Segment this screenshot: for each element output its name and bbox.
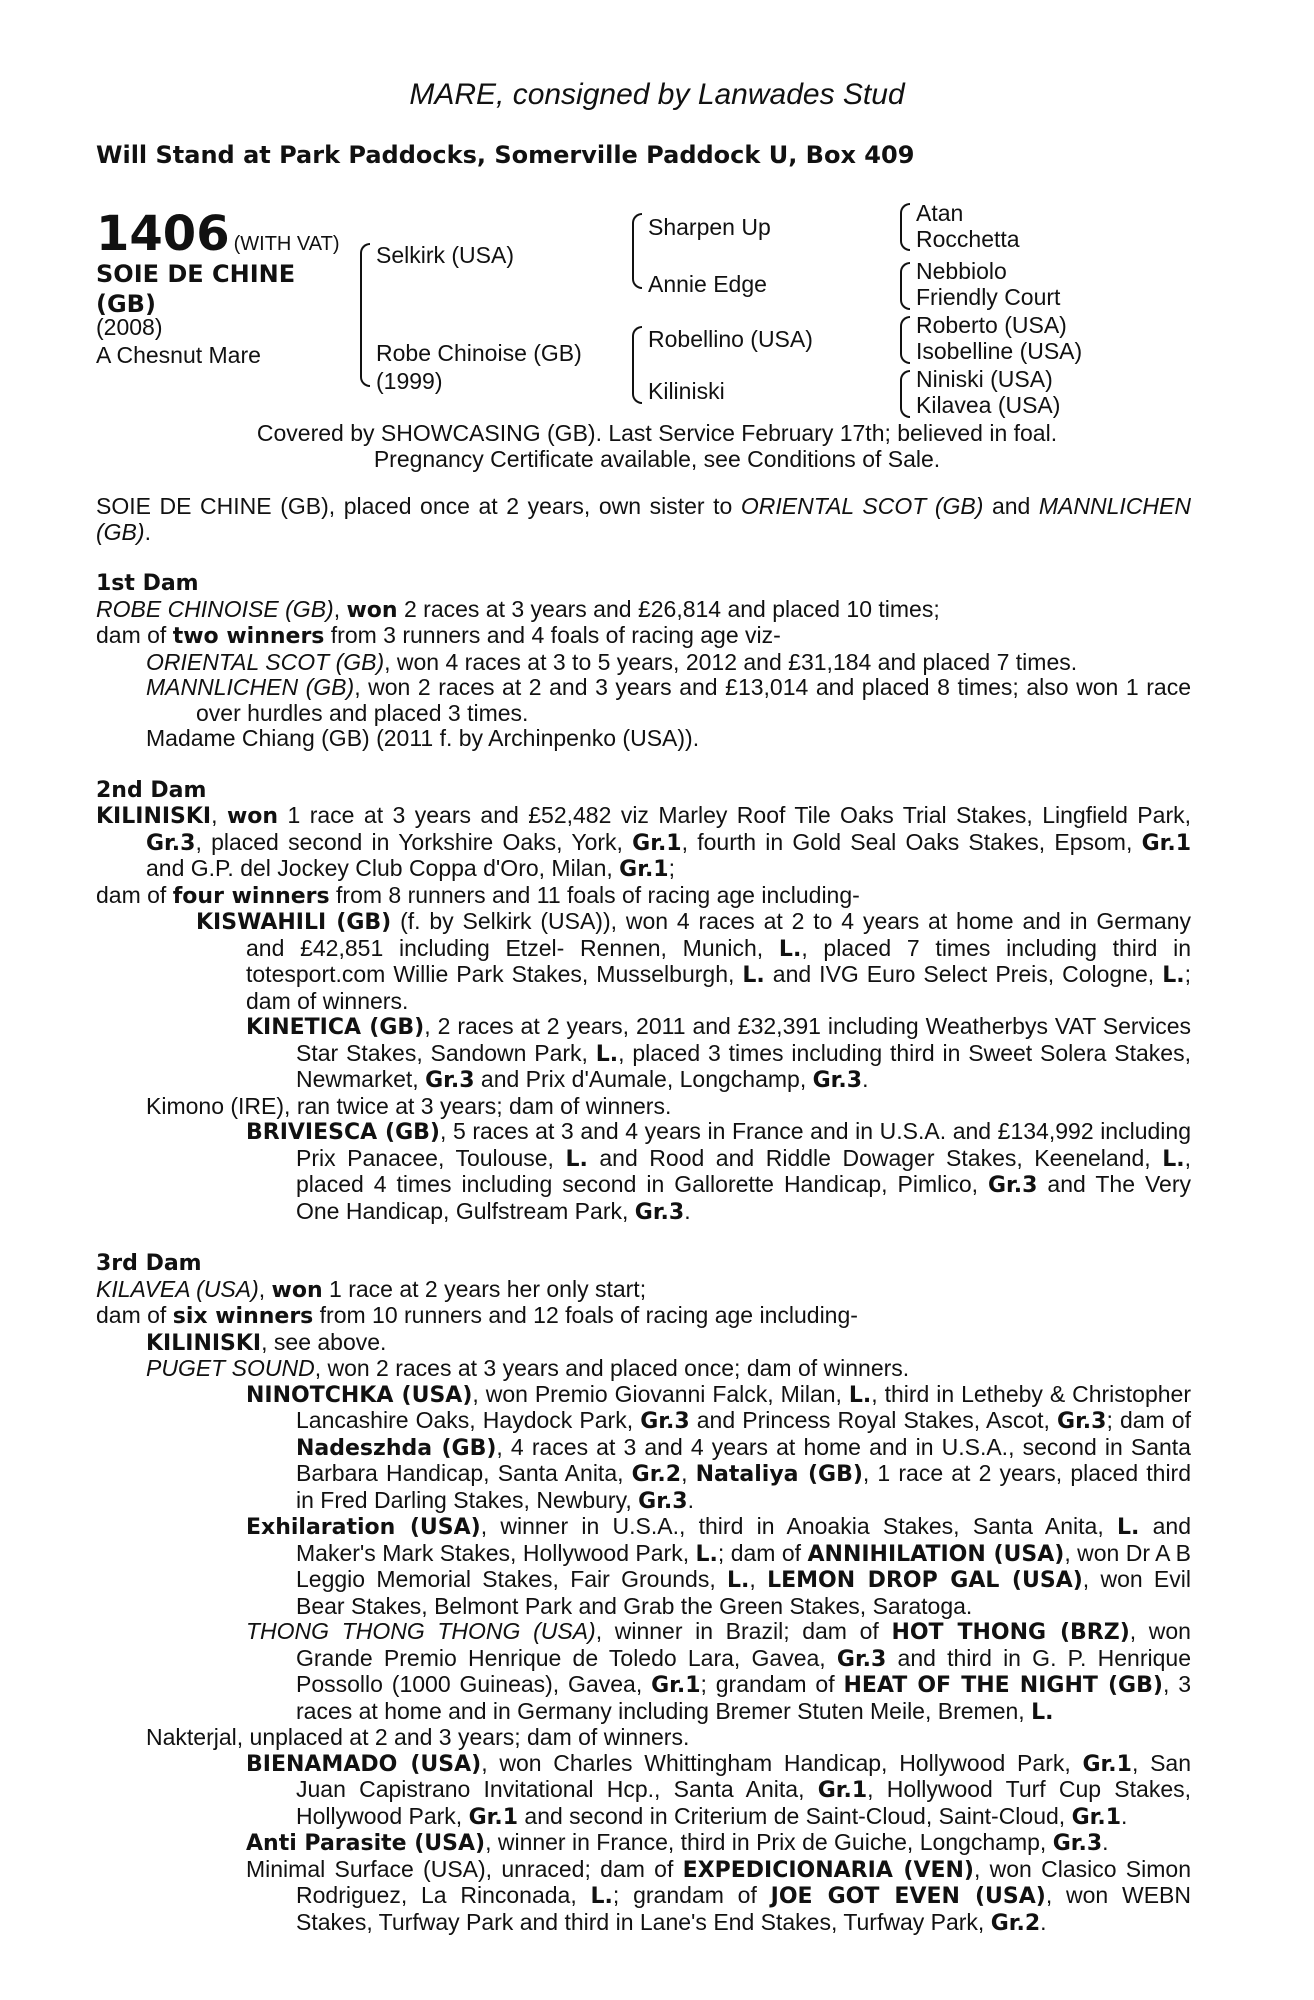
horse-name-line2: (GB) bbox=[96, 290, 156, 318]
offspring-puget-sound: PUGET SOUND, won 2 races at 3 years and placed once; dam of winners. bbox=[146, 1355, 910, 1381]
offspring-bienamado: BIENAMADO (USA), won Charles Whittingham Handicap, Hollywood Park, Gr.1, San Juan Capistrano Invitational Hcp., Santa Anita, Gr.1, Hollywood Turf Cup Stakes, Hollywood Park, Gr.1 and second in Criterium de Saint-Cloud, Saint-Cloud, Gr.1. bbox=[246, 1749, 1192, 1830]
ped-g3-1: Atan bbox=[916, 200, 964, 226]
second-dam-produce: dam of four winners from 8 runners and 11 foals of racing age including- bbox=[96, 881, 860, 909]
ped-g3-3: Nebbiolo bbox=[916, 258, 1007, 284]
covered-line1: Covered by SHOWCASING (GB). Last Service February 17th; believed in foal. bbox=[256, 420, 1058, 446]
third-dam-produce: dam of six winners from 10 runners and 12 foals of racing age including- bbox=[96, 1302, 858, 1329]
offspring-briviesca: BRIVIESCA (GB), 5 races at 3 and 4 years in France and in U.S.A. and £134,992 including Prix Panacee, Toulouse, L. and Rood and Riddle Dowager Stakes, Keeneland, L., placed 4 times including second in Gallorette Handicap, Pimlico, Gr.3 and The Very One Handicap, Gulfstream Park, Gr.3. bbox=[246, 1118, 1191, 1225]
offspring-oriental-scot: ORIENTAL SCOT (GB), won 4 races at 3 to 5 years, 2012 and £31,184 and placed 7 times. bbox=[146, 648, 1078, 675]
page-title: MARE, consigned by Lanwades Stud bbox=[409, 78, 905, 111]
ped-sire-dam: Annie Edge bbox=[648, 271, 767, 297]
horse-name-line1: SOIE DE CHINE bbox=[96, 260, 296, 288]
offspring-madame-chiang: Madame Chiang (GB) (2011 f. by Archinpenko (USA)). bbox=[146, 725, 700, 751]
brace-g3 bbox=[900, 316, 910, 364]
first-dam-line: ROBE CHINOISE (GB), won 2 races at 3 years and £26,814 and placed 10 times; bbox=[96, 595, 940, 623]
offspring-kinetica: KINETICA (GB), 2 races at 2 years, 2011 and £32,391 including Weatherbys VAT Services Star Stakes, Sandown Park, L., placed 3 times including third in Sweet Solera Stakes, Newmarket, Gr.3 and Prix d'Aumale, Longchamp, Gr.3. bbox=[246, 1013, 1191, 1093]
ped-g3-8: Kilavea (USA) bbox=[916, 392, 1061, 418]
second-dam-record: KILINISKI, won 1 race at 3 years and £52,482 viz Marley Roof Tile Oaks Trial Stakes, Lingfield Park, Gr.3, placed second in Yorkshire Oaks, York, Gr.1, fourth in Gold Seal Oaks Stakes, Epsom, Gr.1 and G.P. del Jockey Club Coppa d'Oro, Milan, Gr.1; bbox=[96, 802, 1192, 882]
offspring-nakterjal: Nakterjal, unplaced at 2 and 3 years; dam of winners. bbox=[146, 1724, 690, 1750]
horse-description: A Chesnut Mare bbox=[96, 342, 261, 368]
intro-paragraph: SOIE DE CHINE (GB), placed once at 2 years, own sister to ORIENTAL SCOT (GB) and MANNLICHEN (GB). bbox=[96, 493, 1191, 545]
ped-g3-2: Rocchetta bbox=[916, 226, 1020, 252]
third-dam-heading: 3rd Dam bbox=[96, 1251, 202, 1276]
ped-g3-4: Friendly Court bbox=[916, 284, 1061, 310]
stand-location: Will Stand at Park Paddocks, Somerville Paddock U, Box 409 bbox=[96, 141, 915, 169]
offspring-exhilaration: Exhilaration (USA), winner in U.S.A., third in Anoakia Stakes, Santa Anita, L. and Maker's Mark Stakes, Hollywood Park, L.; dam of ANNIHILATION (USA), won Dr A B Leggio Memorial Stakes, Fair Grounds, L., LEMON DROP GAL (USA), won Evil Bear Stakes, Belmont Park and Grab the Green Stakes, Saratoga. bbox=[246, 1513, 1192, 1619]
brace-g1 bbox=[900, 203, 910, 251]
first-dam-produce: dam of two winners from 3 runners and 4 foals of racing age viz- bbox=[96, 622, 781, 649]
offspring-minimal-surface: Minimal Surface (USA), unraced; dam of EXPEDICIONARIA (VEN), won Clasico Simon Rodriguez, La Rinconada, L.; grandam of JOE GOT EVEN (USA), won WEBN Stakes, Turfway Park and third in Lane's End Stakes, Turfway Park, Gr.2. bbox=[246, 1855, 1191, 1936]
brace-sire bbox=[632, 213, 642, 289]
offspring-thong-thong-thong: THONG THONG THONG (USA), winner in Brazil; dam of HOT THONG (BRZ), won Grande Premio Henrique de Toledo Lara, Gavea, Gr.3 and third in G. P. Henrique Possollo (1000 Guineas), Gavea, Gr.1; grandam of HEAT OF THE NIGHT (GB), 3 races at home and in Germany including Bremer Stuten Meile, Bremen, L. bbox=[246, 1618, 1191, 1725]
ped-g3-6: Isobelline (USA) bbox=[916, 338, 1083, 364]
brace-g2 bbox=[900, 262, 910, 310]
covered-note bbox=[0, 420, 1314, 472]
lot-header bbox=[96, 206, 340, 262]
offspring-kiliniski: KILINISKI, see above. bbox=[146, 1328, 387, 1356]
catalogue-body bbox=[96, 494, 1191, 1936]
brace-generation1 bbox=[360, 243, 370, 387]
ped-g3-5: Roberto (USA) bbox=[916, 312, 1067, 338]
second-dam-heading: 2nd Dam bbox=[96, 777, 207, 803]
foaling-year: (2008) bbox=[96, 314, 163, 340]
ped-g3-7: Niniski (USA) bbox=[916, 366, 1053, 392]
ped-dam-year: (1999) bbox=[376, 368, 443, 394]
horse-name bbox=[96, 259, 326, 319]
third-dam-line: KILAVEA (USA), won 1 race at 2 years her only start; bbox=[96, 1275, 647, 1303]
vat-label: (WITH VAT) bbox=[233, 233, 340, 255]
brace-g4 bbox=[900, 370, 910, 418]
brace-dam bbox=[632, 326, 642, 404]
offspring-kimono: Kimono (IRE), ran twice at 3 years; dam of winners. bbox=[146, 1092, 672, 1119]
offspring-mannlichen: MANNLICHEN (GB), won 2 races at 2 and 3 years and £13,014 and placed 8 times; also won 1 race over hurdles and placed 3 times. bbox=[146, 674, 1191, 726]
first-dam-heading: 1st Dam bbox=[96, 571, 199, 596]
covered-line2: Pregnancy Certificate available, see Conditions of Sale. bbox=[373, 446, 941, 472]
lot-number: 1406 bbox=[96, 206, 230, 262]
offspring-anti-parasite: Anti Parasite (USA), winner in France, third in Prix de Guiche, Longchamp, Gr.3. bbox=[246, 1829, 1109, 1856]
ped-dam: Robe Chinoise (GB) bbox=[376, 340, 582, 366]
ped-dam-sire: Robellino (USA) bbox=[648, 326, 813, 352]
ped-sire-sire: Sharpen Up bbox=[648, 214, 771, 240]
ped-sire: Selkirk (USA) bbox=[376, 242, 515, 268]
offspring-ninotchka: NINOTCHKA (USA), won Premio Giovanni Falck, Milan, L., third in Letheby & Christopher Lancashire Oaks, Haydock Park, Gr.3 and Princess Royal Stakes, Ascot, Gr.3; dam of Nadeszhda (GB), 4 races at 3 and 4 years at home and in U.S.A., second in Santa Barbara Handicap, Santa Anita, Gr.2, Nataliya (GB), 1 race at 2 years, placed third in Fred Darling Stakes, Newbury, Gr.3. bbox=[246, 1380, 1192, 1514]
offspring-kiswahili: KISWAHILI (GB) (f. by Selkirk (USA)), won 4 races at 2 to 4 years at home and in Germany and £42,851 including Etzel- Rennen, Munich, L., placed 7 times including third in totesport.com Willie Park Stakes, Musselburgh, L. and IVG Euro Select Preis, Cologne, L.; dam of winners. bbox=[196, 908, 1191, 1014]
horse-meta bbox=[96, 313, 261, 369]
ped-dam-dam: Kiliniski bbox=[648, 378, 725, 404]
